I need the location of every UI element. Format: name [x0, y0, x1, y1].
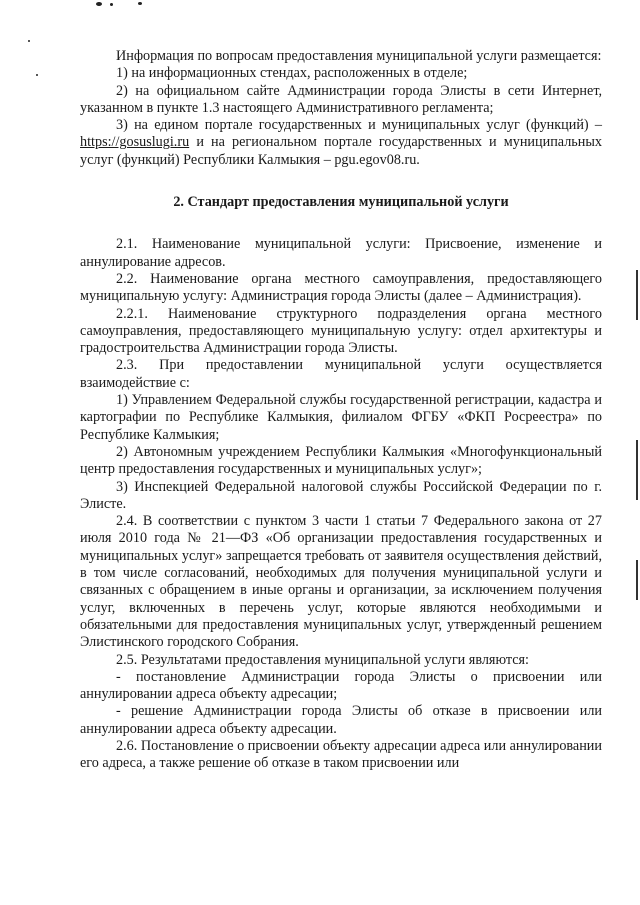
scan-speck	[28, 40, 30, 42]
paragraph-2-3-1: 1) Управлением Федеральной службы государственной регистрации, кадастра и картографии по Республике Калмыкия, филиалом ФГБУ «ФКП Росреестра» по Республике Калмыкия;	[80, 392, 602, 443]
paragraph-2-5-2: - решение Администрации города Элисты об отказе в присвоении или аннулировании адреса объекту адресации.	[80, 703, 602, 737]
scan-speck	[110, 3, 113, 6]
paragraph-item-3	[80, 117, 602, 169]
paragraph-2-2: 2.2. Наименование органа местного самоуправления, предоставляющего муниципальную услугу: Администрация города Элисты (далее – Администрация).	[80, 270, 602, 305]
paragraph-2-6: 2.6. Постановление о присвоении объекту адресации адреса или аннулировании его адреса, а также решение об отказе в таком присвоении или	[80, 737, 602, 772]
portal-text-a: 3) на едином портале государственных и муниципальных услуг (функций) –	[116, 117, 602, 134]
document-page	[80, 48, 602, 773]
paragraph-2-3: 2.3. При предоставлении муниципальной услуги осуществляется взаимодействие с:	[80, 357, 602, 391]
scan-speck	[138, 2, 142, 5]
paragraph-info: Информация по вопросам предоставления муниципальной услуги размещается:	[116, 48, 602, 64]
paragraph-2-5-1: - постановление Администрации города Элисты о присвоении или аннулировании адреса объекту адресации;	[80, 668, 602, 703]
paragraph-2-3-2: 2) Автономным учреждением Республики Калмыкия «Многофункциональный центр предоставления государственных и муниципальных услуг»;	[80, 443, 602, 478]
gosuslugi-link[interactable]: https://gosuslugi.ru	[80, 134, 190, 151]
section-title: 2. Стандарт предоставления муниципальной услуги	[173, 194, 509, 211]
paragraph-2-3-3: 3) Инспекцией Федеральной налоговой службы Российской Федерации по г. Элисте.	[80, 478, 602, 512]
paragraph-item-1: 1) на информационных стендах, расположенных в отделе;	[116, 65, 468, 82]
paragraph-2-4: 2.4. В соответствии с пунктом 3 части 1 статьи 7 Федерального закона от 27 июля 2010 года № 21—ФЗ «Об организации предоставления государственных и муниципальных услуг» запрещается требовать от заявителя осуществления действий, в том числе согласований, необходимых для получения муниципальной услуги и связанных с обращением в иные органы и организации, за исключением получения услуг, включенных в перечень услуг, которые являются необходимыми и обязательными для предоставления муниципальных услуг, утвержденный решением Элистинского городского Собрания.	[80, 513, 602, 651]
scan-edge-line	[636, 560, 638, 600]
paragraph-2-2-1: 2.2.1. Наименование структурного подразделения органа местного самоуправления, предоставляющего муниципальную услугу: отдел архитектуры и градостроительства Администрации города Элисты.	[80, 305, 602, 357]
scan-edge-line	[636, 440, 638, 500]
scan-speck	[96, 2, 102, 6]
paragraph-2-1: 2.1. Наименование муниципальной услуги: Присвоение, изменение и аннулирование адресов.	[80, 236, 602, 270]
scan-speck	[36, 74, 38, 76]
portal-text-b: и на региональном портале государственных и муниципальных услуг (функций) Республики Калмыкия – pgu.egov08.ru.	[80, 134, 602, 168]
scan-edge-line	[636, 270, 638, 320]
paragraph-item-2: 2) на официальном сайте Администрации города Элисты в сети Интернет, указанном в пункте 1.3 настоящего Административного регламента;	[80, 82, 602, 116]
paragraph-2-5: 2.5. Результатами предоставления муниципальной услуги являются:	[116, 651, 530, 668]
